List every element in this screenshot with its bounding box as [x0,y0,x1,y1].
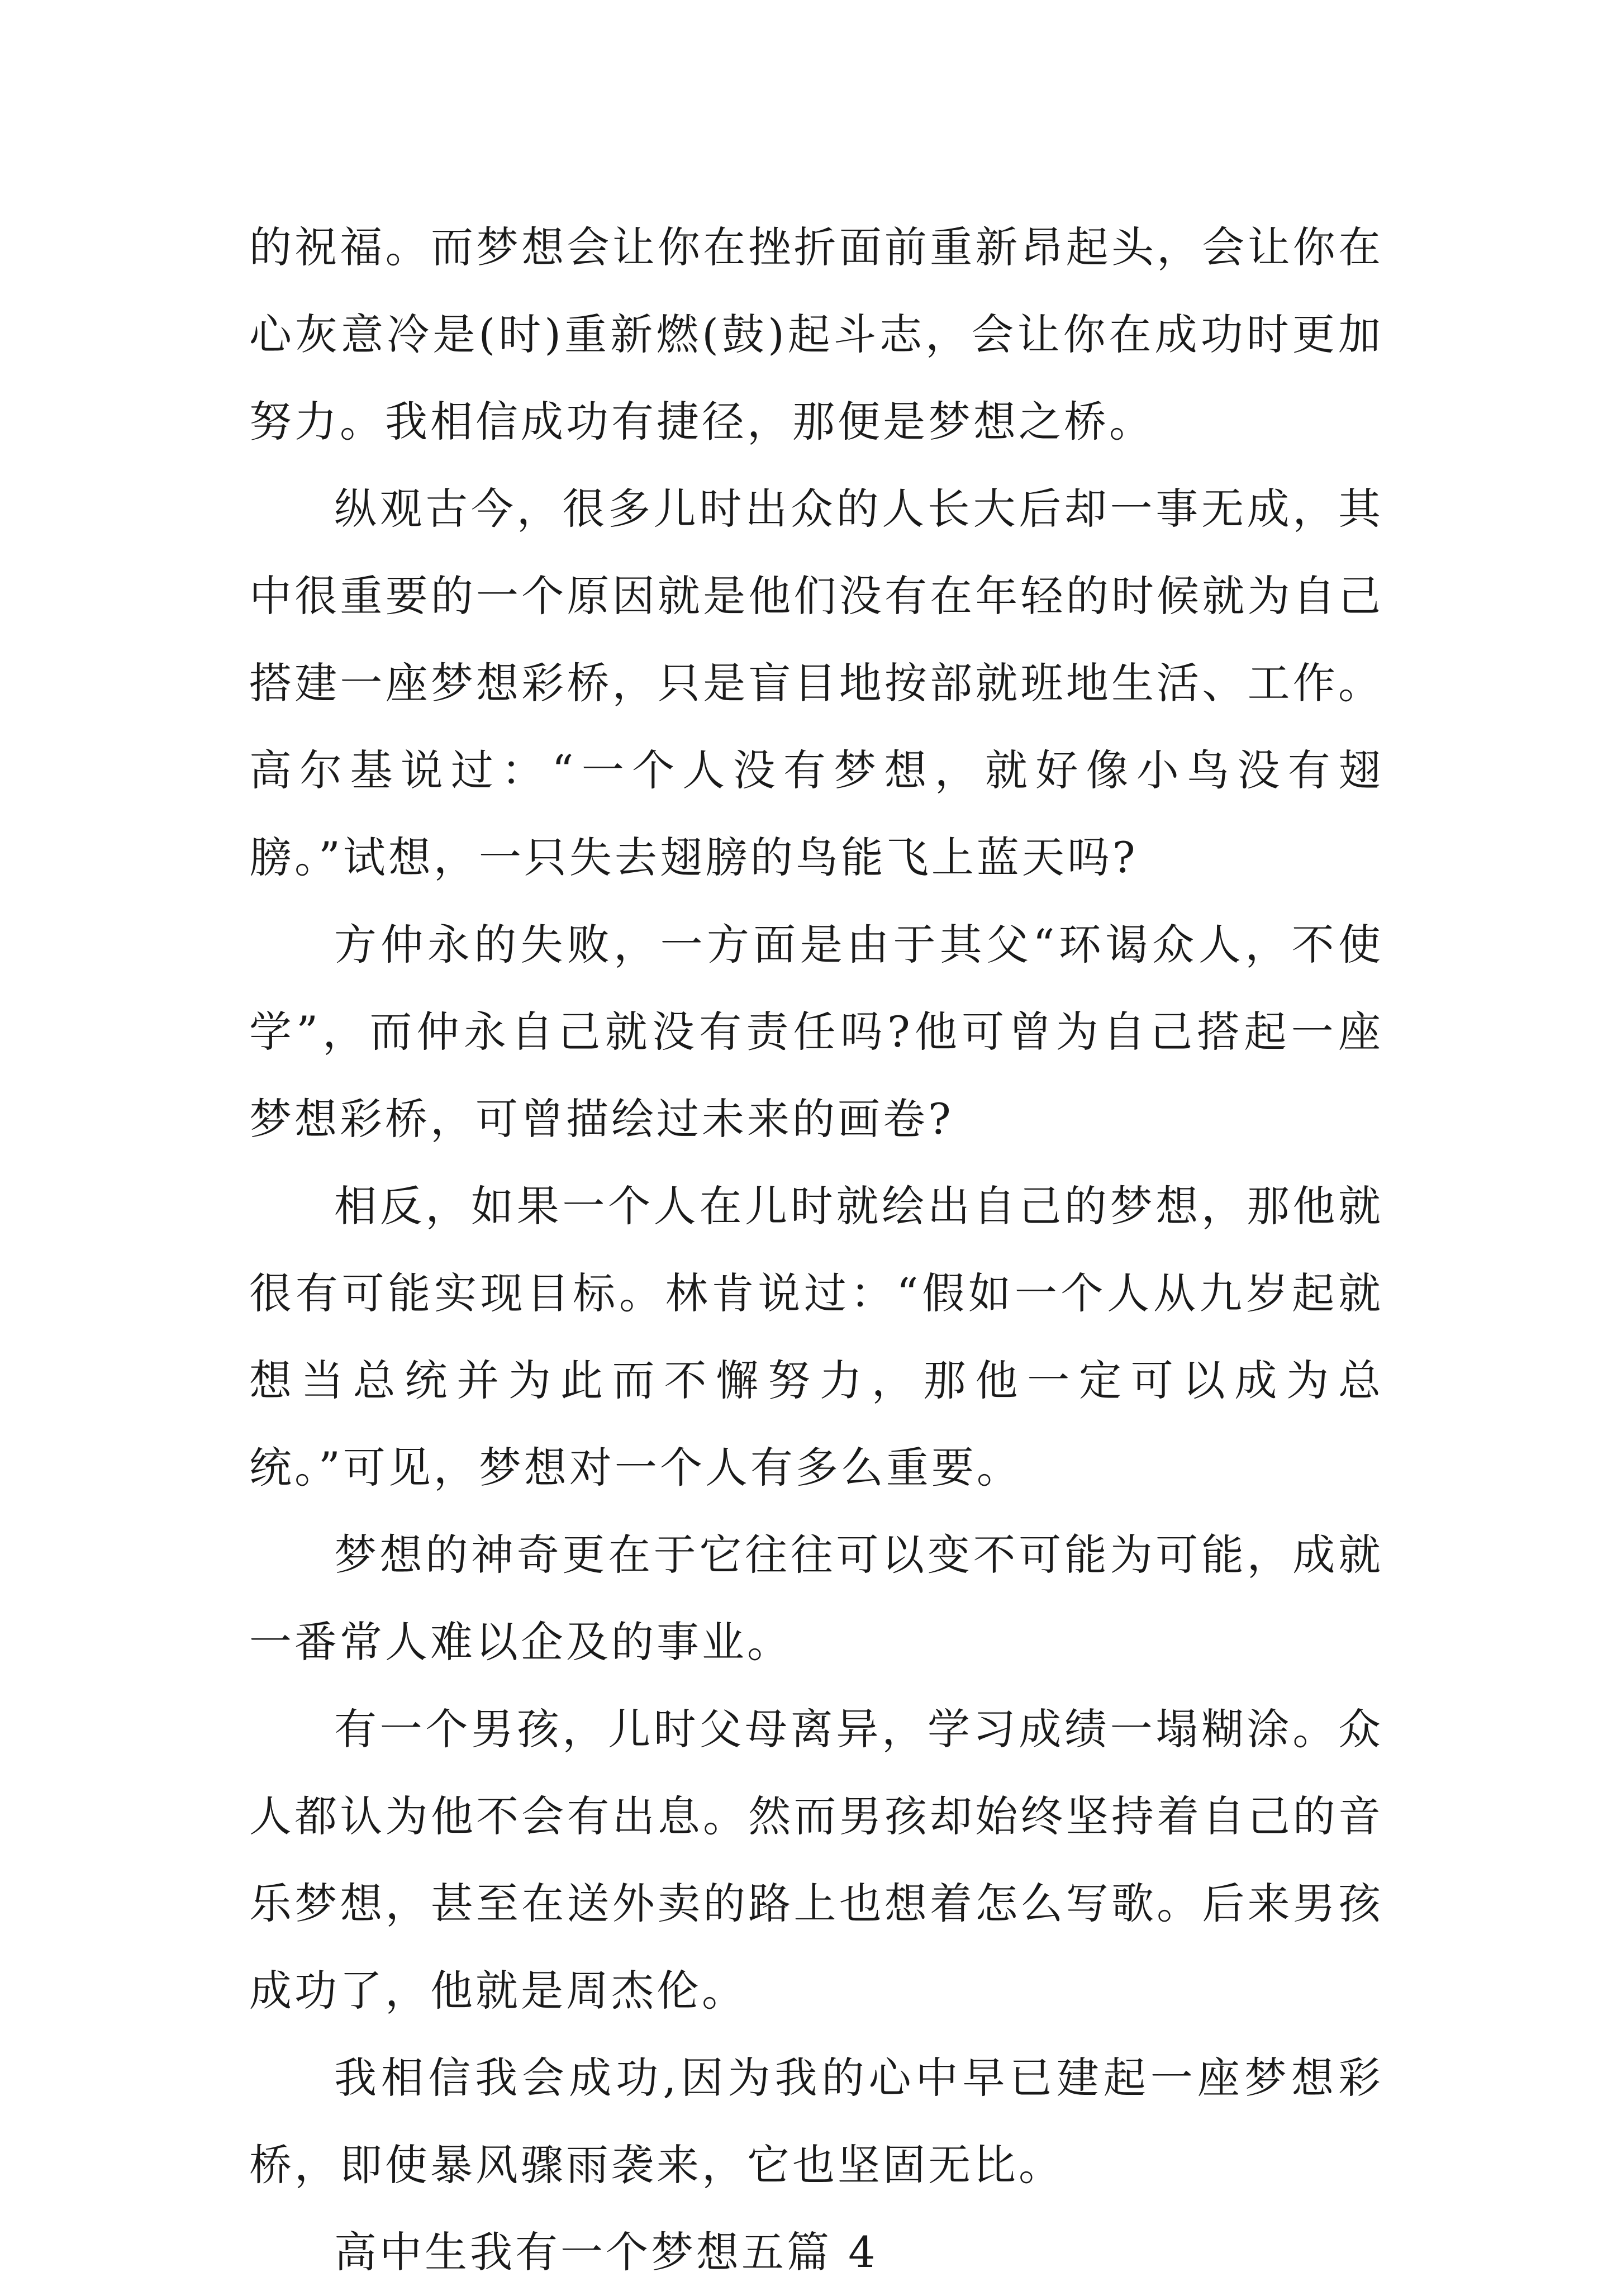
section-heading: 高中生我有一个梦想五篇 4 [334,2227,878,2277]
paragraph-3: 方仲永的失败，一方面是由于其父“环谒众人，不使学”，而仲永自己就没有责任吗?他可曾为自己搭起一座梦想彩桥，可曾描绘过未来的画卷? [249,920,1383,1144]
paragraph-5: 梦想的神奇更在于它往往可以变不可能为可能，成就一番常人难以企及的事业。 [249,1530,1383,1667]
paragraph-4: 相反，如果一个人在儿时就绘出自己的梦想，那他就很有可能实现目标。林肯说过：“假如一个人从九岁起就想当总统并为此而不懈努力，那他一定可以成为总统。”可见，梦想对一个人有多么重要。 [249,1181,1383,1492]
document-body [249,204,1383,2296]
paragraph-2: 纵观古今，很多儿时出众的人长大后却一事无成，其中很重要的一个原因就是他们没有在年轻的时候就为自己搭建一座梦想彩桥，只是盲目地按部就班地生活、工作。高尔基说过：“一个人没有梦想，就好像小鸟没有翅膀。”试想，一只失去翅膀的鸟能飞上蓝天吗? [249,484,1383,882]
paragraph-1: 的祝福。而梦想会让你在挫折面前重新昂起头，会让你在心灰意冷是(时)重新燃(鼓)起斗志，会让你在成功时更加努力。我相信成功有捷径，那便是梦想之桥。 [249,222,1383,446]
paragraph-6: 有一个男孩，儿时父母离异，学习成绩一塌糊涂。众人都认为他不会有出息。然而男孩却始终坚持着自己的音乐梦想，甚至在送外卖的路上也想着怎么写歌。后来男孩成功了，他就是周杰伦。 [249,1704,1383,2015]
paragraph-7: 我相信我会成功,因为我的心中早已建起一座梦想彩桥，即使暴风骤雨袭来，它也坚固无比。 [249,2053,1383,2190]
